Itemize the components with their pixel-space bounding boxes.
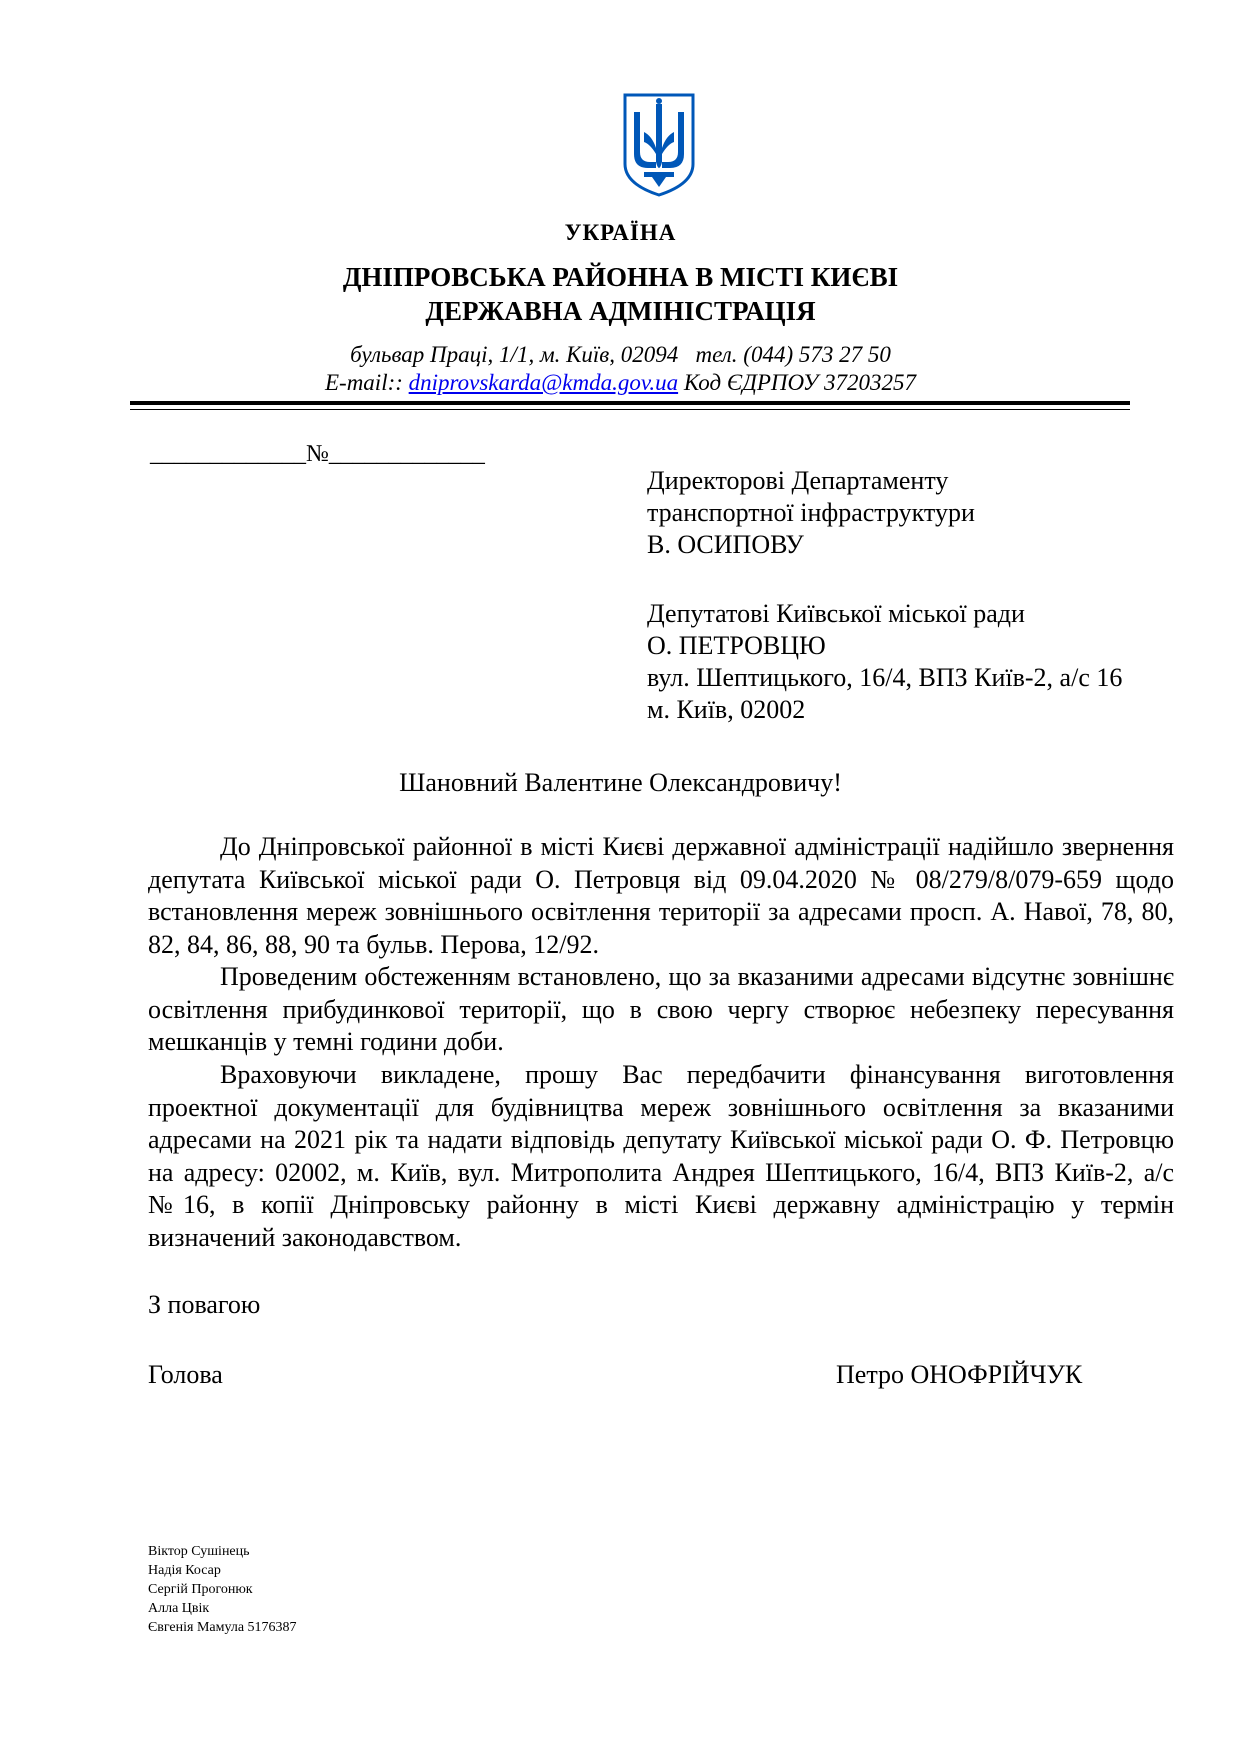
org-address: бульвар Праці, 1/1, м. Київ, 02094 тел. (044) 573 27 50 — [350, 342, 891, 367]
edrpou-code: Код ЄДРПОУ 37203257 — [683, 370, 916, 395]
executor-name: Євгенія Мамула 5176387 — [148, 1620, 297, 1635]
org-name-line-2: ДЕРЖАВНА АДМІНІСТРАЦІЯ — [425, 296, 816, 326]
addressee-line: транспортної інфраструктури — [647, 498, 975, 527]
signatory-name: Петро ОНОФРІЙЧУК — [836, 1360, 1083, 1389]
body-paragraph: До Дніпровської районної в місті Києві державної адміністрації надійшло звернення депутата Київської міської ради О. Петровця від 09.04.2020 № 08/279/8/079-659 щодо встановлення мереж зовнішнього освітлення території за адресами просп. А. Навої, 78, 80, 82, 84, 86, 88, 90 та бульв. Перова, 12/92. — [148, 832, 1174, 959]
addressee-line: В. ОСИПОВУ — [647, 530, 804, 559]
addressee-line: О. ПЕТРОВЦЮ — [647, 631, 826, 660]
country-title: УКРАЇНА — [564, 220, 677, 245]
coat-of-arms-icon — [622, 92, 696, 198]
email-label: E-mail:: — [324, 370, 403, 395]
body-paragraph: Враховуючи викладене, прошу Вас передбачити фінансування виготовлення проектної документації для будівництва мереж зовнішнього освітлення за вказаними адресами на 2021 рік та надати відповідь депутату Київської міської ради О. Ф. Петровцю на адресу: 02002, м. Київ, вул. Митрополита Андрея Шептицького, 16/4, ВПЗ Київ-2, а/с №16, в копії Дніпровську районну в місті Києві державну адміністрацію у термін визначений законодавством. — [148, 1060, 1174, 1252]
body-paragraph: Проведеним обстеженням встановлено, що за вказаними адресами відсутнє зовнішнє освітлення прибудинкової території, що в свою чергу створює небезпеку пересування мешканців у темні години доби. — [148, 962, 1174, 1056]
addressee-department — [647, 465, 975, 561]
org-contacts — [0, 370, 1241, 396]
addressee-line: Директорові Департаменту — [647, 466, 949, 495]
executor-name: Віктор Сушінець — [148, 1544, 250, 1559]
signatory-position: Голова — [148, 1360, 223, 1389]
registration-number-line: _____________№_____________ — [150, 441, 485, 467]
salutation: Шановний Валентине Олександровичу! — [399, 768, 842, 797]
addressee-deputy — [647, 598, 1122, 726]
header-rule-thin — [130, 409, 1130, 410]
email-link[interactable]: dniprovskarda@kmda.gov.ua — [408, 370, 679, 395]
executor-name: Сергій Прогонюк — [148, 1582, 253, 1597]
executor-name: Надія Косар — [148, 1563, 221, 1578]
closing-regards: З повагою — [148, 1290, 261, 1319]
org-name-line-1: ДНІПРОВСЬКА РАЙОННА В МІСТІ КИЄВІ — [342, 262, 899, 292]
executor-name: Алла Цвік — [148, 1601, 210, 1616]
addressee-line: м. Київ, 02002 — [647, 695, 806, 724]
addressee-line: вул. Шептицького, 16/4, ВПЗ Київ-2, а/с 16 — [647, 663, 1123, 692]
executors-list — [148, 1542, 297, 1637]
header-rule-thick — [130, 401, 1130, 405]
addressee-line: Депутатові Київської міської ради — [647, 599, 1025, 628]
